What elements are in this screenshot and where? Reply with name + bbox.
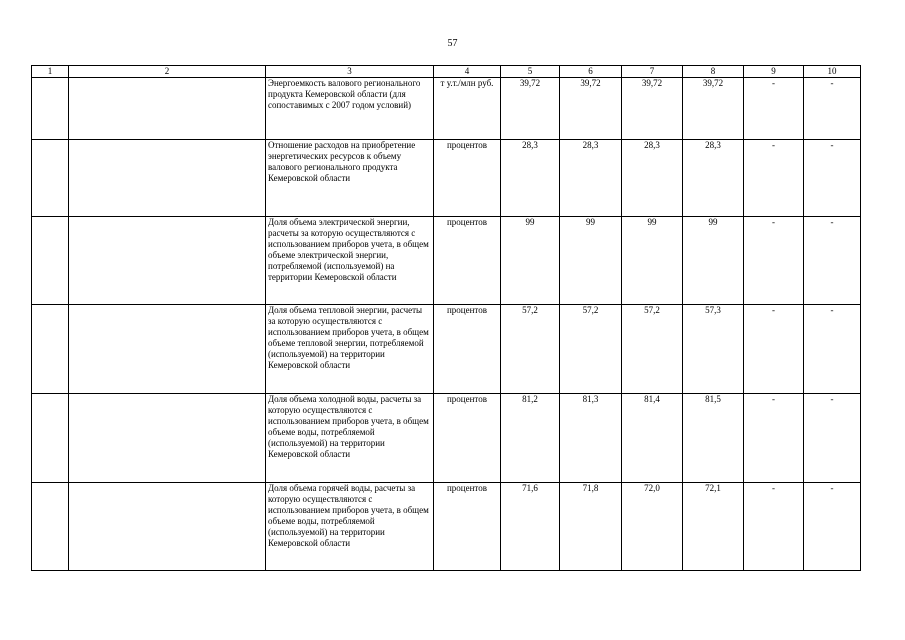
header-cell-5: 5 [501, 66, 560, 78]
value-cell: - [744, 394, 804, 483]
unit-cell: процентов [434, 483, 501, 571]
indicator-name: Доля объема тепловой энергии, расчеты за которую осуществляются с использованием приборов учета, в общем объеме тепловой энергии, потребляемой (используемой) на территории Кемеровской области [266, 305, 434, 394]
header-cell-8: 8 [683, 66, 744, 78]
empty-cell [32, 140, 69, 217]
empty-cell [69, 483, 266, 571]
value-cell: 28,3 [622, 140, 683, 217]
table-row [32, 217, 861, 305]
table-row [32, 78, 861, 140]
value-cell: - [744, 78, 804, 140]
empty-cell [69, 78, 266, 140]
value-cell: 28,3 [683, 140, 744, 217]
value-cell: - [744, 483, 804, 571]
value-cell: - [804, 394, 861, 483]
empty-cell [32, 78, 69, 140]
unit-cell: процентов [434, 140, 501, 217]
header-cell-10: 10 [804, 66, 861, 78]
unit-cell: процентов [434, 305, 501, 394]
header-cell-3: 3 [266, 66, 434, 78]
table-row [32, 483, 861, 571]
empty-cell [69, 394, 266, 483]
value-cell: - [804, 140, 861, 217]
indicators-table [31, 65, 861, 571]
value-cell: 39,72 [683, 78, 744, 140]
unit-cell: процентов [434, 217, 501, 305]
indicator-name: Доля объема холодной воды, расчеты за которую осуществляются с использованием приборов учета, в общем объеме воды, потребляемой (используемой) на территории Кемеровской области [266, 394, 434, 483]
empty-cell [69, 305, 266, 394]
value-cell: 99 [683, 217, 744, 305]
empty-cell [32, 483, 69, 571]
value-cell: 57,2 [560, 305, 622, 394]
unit-cell: т у.т./млн руб. [434, 78, 501, 140]
value-cell: 39,72 [622, 78, 683, 140]
header-cell-4: 4 [434, 66, 501, 78]
value-cell: - [744, 140, 804, 217]
indicator-name: Доля объема горячей воды, расчеты за которую осуществляются с использованием приборов учета, в общем объеме воды, потребляемой (используемой) на территории Кемеровской области [266, 483, 434, 571]
value-cell: 71,8 [560, 483, 622, 571]
value-cell: 81,3 [560, 394, 622, 483]
value-cell: - [744, 305, 804, 394]
table-row [32, 305, 861, 394]
table-row [32, 394, 861, 483]
page-number: 57 [447, 38, 458, 49]
value-cell: 57,2 [501, 305, 560, 394]
value-cell: 28,3 [560, 140, 622, 217]
empty-cell [69, 217, 266, 305]
empty-cell [32, 217, 69, 305]
value-cell: - [804, 217, 861, 305]
value-cell: - [744, 217, 804, 305]
value-cell: 57,3 [683, 305, 744, 394]
header-cell-9: 9 [744, 66, 804, 78]
value-cell: 57,2 [622, 305, 683, 394]
empty-cell [32, 394, 69, 483]
header-cell-2: 2 [69, 66, 266, 78]
value-cell: - [804, 78, 861, 140]
value-cell: 81,2 [501, 394, 560, 483]
value-cell: 72,1 [683, 483, 744, 571]
value-cell: 28,3 [501, 140, 560, 217]
empty-cell [69, 140, 266, 217]
value-cell: 81,4 [622, 394, 683, 483]
empty-cell [32, 305, 69, 394]
header-cell-1: 1 [32, 66, 69, 78]
indicator-name: Отношение расходов на приобретение энергетических ресурсов к объему валового регионального продукта Кемеровской области [266, 140, 434, 217]
value-cell: 99 [622, 217, 683, 305]
table-header [32, 66, 861, 78]
value-cell: - [804, 305, 861, 394]
value-cell: 81,5 [683, 394, 744, 483]
table-row [32, 140, 861, 217]
value-cell: 39,72 [560, 78, 622, 140]
value-cell: 39,72 [501, 78, 560, 140]
value-cell: 71,6 [501, 483, 560, 571]
unit-cell: процентов [434, 394, 501, 483]
value-cell: 99 [560, 217, 622, 305]
header-cell-7: 7 [622, 66, 683, 78]
value-cell: 72,0 [622, 483, 683, 571]
indicator-name: Энергоемкость валового регионального продукта Кемеровской области (для сопоставимых с 2007 годом условий) [266, 78, 434, 140]
header-cell-6: 6 [560, 66, 622, 78]
value-cell: - [804, 483, 861, 571]
table-body [32, 78, 861, 571]
value-cell: 99 [501, 217, 560, 305]
indicator-name: Доля объема электрической энергии, расчеты за которую осуществляются с использованием приборов учета, в общем объеме электрической энергии, потребляемой (используемой) на территории Кемеровской области [266, 217, 434, 305]
header-row [32, 66, 861, 78]
